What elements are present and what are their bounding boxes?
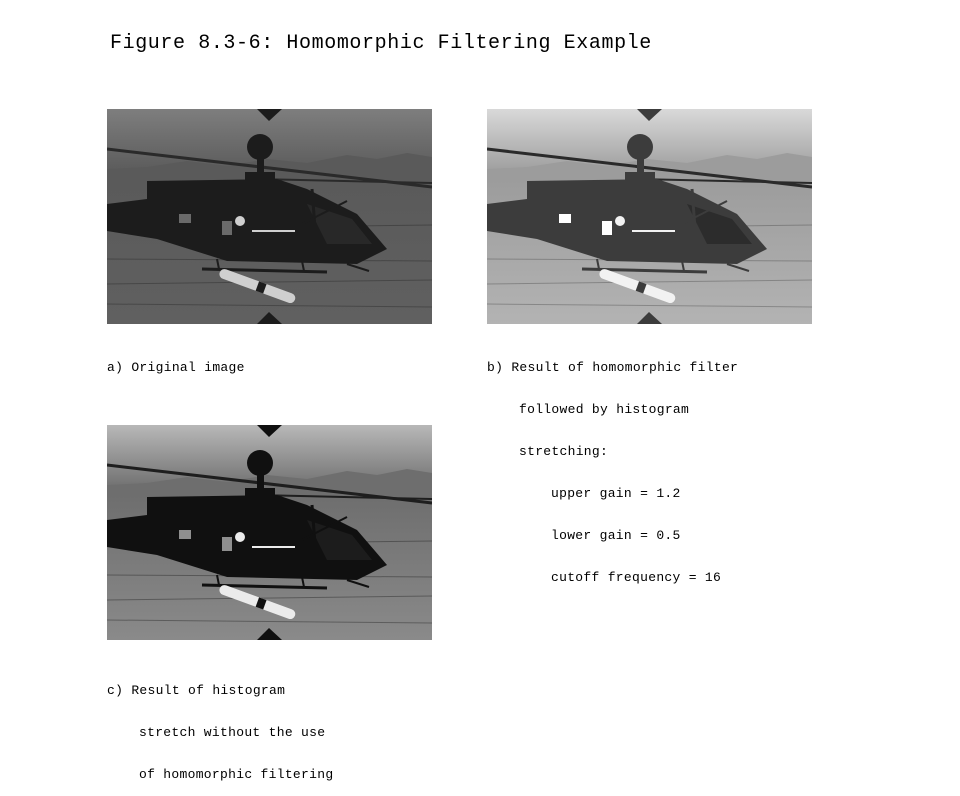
caption-c [107, 656, 333, 796]
caption-c-line-1: c) Result of histogram [107, 683, 286, 698]
histogram-stretch-result-image [107, 425, 432, 640]
caption-b-param-upper-gain: upper gain = 1.2 [551, 486, 681, 501]
homomorphic-filter-result-image [487, 109, 812, 324]
caption-a-label: a) [107, 360, 124, 375]
figure-title: Figure 8.3-6: Homomorphic Filtering Example [110, 32, 652, 55]
caption-a-line-1: a) Original image [107, 360, 245, 375]
caption-b-param-cutoff-frequency: cutoff frequency = 16 [551, 570, 722, 585]
caption-b [487, 333, 738, 599]
caption-c-label: c) [107, 683, 124, 698]
caption-c-line-3: of homomorphic filtering [139, 767, 334, 782]
caption-b-line-2: followed by histogram [519, 402, 690, 417]
caption-a [107, 333, 245, 389]
caption-c-line-2: stretch without the use [139, 725, 326, 740]
caption-b-line-1: b) Result of homomorphic filter [487, 360, 739, 375]
caption-b-line-3: stretching: [519, 444, 609, 459]
caption-b-param-lower-gain: lower gain = 0.5 [551, 528, 681, 543]
original-image [107, 109, 432, 324]
caption-b-label: b) [487, 360, 504, 375]
